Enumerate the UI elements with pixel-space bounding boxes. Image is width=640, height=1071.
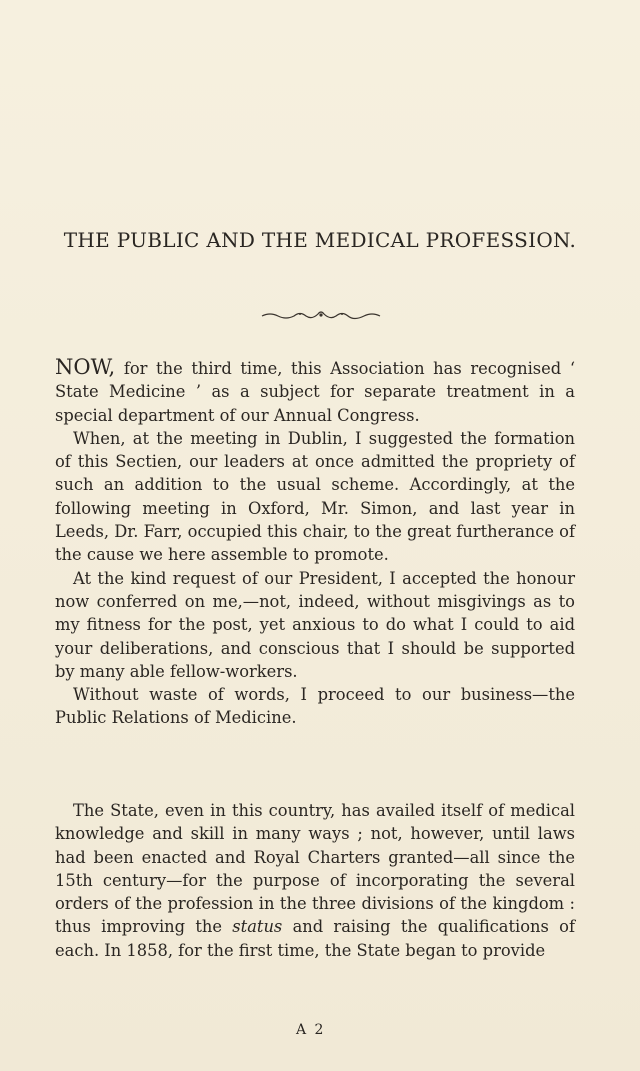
page-title: THE PUBLIC AND THE MEDICAL PROFESSION.: [63, 228, 577, 252]
paragraph-1-text: for the third time, this Association has recognised ‘ State Medicine ’ as a subject for separate treatment in a special department of our Annual Congress.: [55, 359, 575, 425]
paragraph-2: When, at the meeting in Dublin, I suggested the formation of this Sectien, our leaders at once admitted the propriety of such an addition to the usual scheme. Accordingly, at the following meeting in Oxford, Mr. Simon, and last year in Leeds, Dr. Farr, occupied this chair, to the great furtherance of the cause we here assemble to promote.: [55, 428, 575, 565]
opening-word: NOW,: [55, 355, 116, 379]
section-one: [55, 356, 575, 730]
section-two: [55, 799, 575, 962]
paragraph-3: At the kind request of our President, I accepted the honour now conferred on me,—not, indeed, without misgivings as to my fitness for the post, yet anxious to do what I could to aid your deliberations, and conscious that I should be supported by many able fellow-workers.: [55, 568, 575, 681]
paragraph-5-text-a: The State, even in this country, has availed itself of medical knowledge and skill in many ways ; not, however, until laws had been enacted and Royal Charters granted—all since the 15th century—for the purpose of incorporating the several orders of the profession in the three divisions of the kingdom : thus improving the: [55, 801, 575, 937]
decorative-flourish-icon: [260, 309, 382, 321]
paragraph-5-text-b: and raising the qualifications of each. In 1858, for the first time, the State began to provide: [55, 917, 575, 960]
status-italic: status: [232, 917, 283, 937]
paragraph-1: [55, 356, 575, 427]
signature-mark: A 2: [296, 1022, 326, 1038]
paragraph-4: Without waste of words, I proceed to our business—the Public Relations of Medicine.: [55, 685, 575, 728]
paragraph-5: [55, 799, 575, 962]
